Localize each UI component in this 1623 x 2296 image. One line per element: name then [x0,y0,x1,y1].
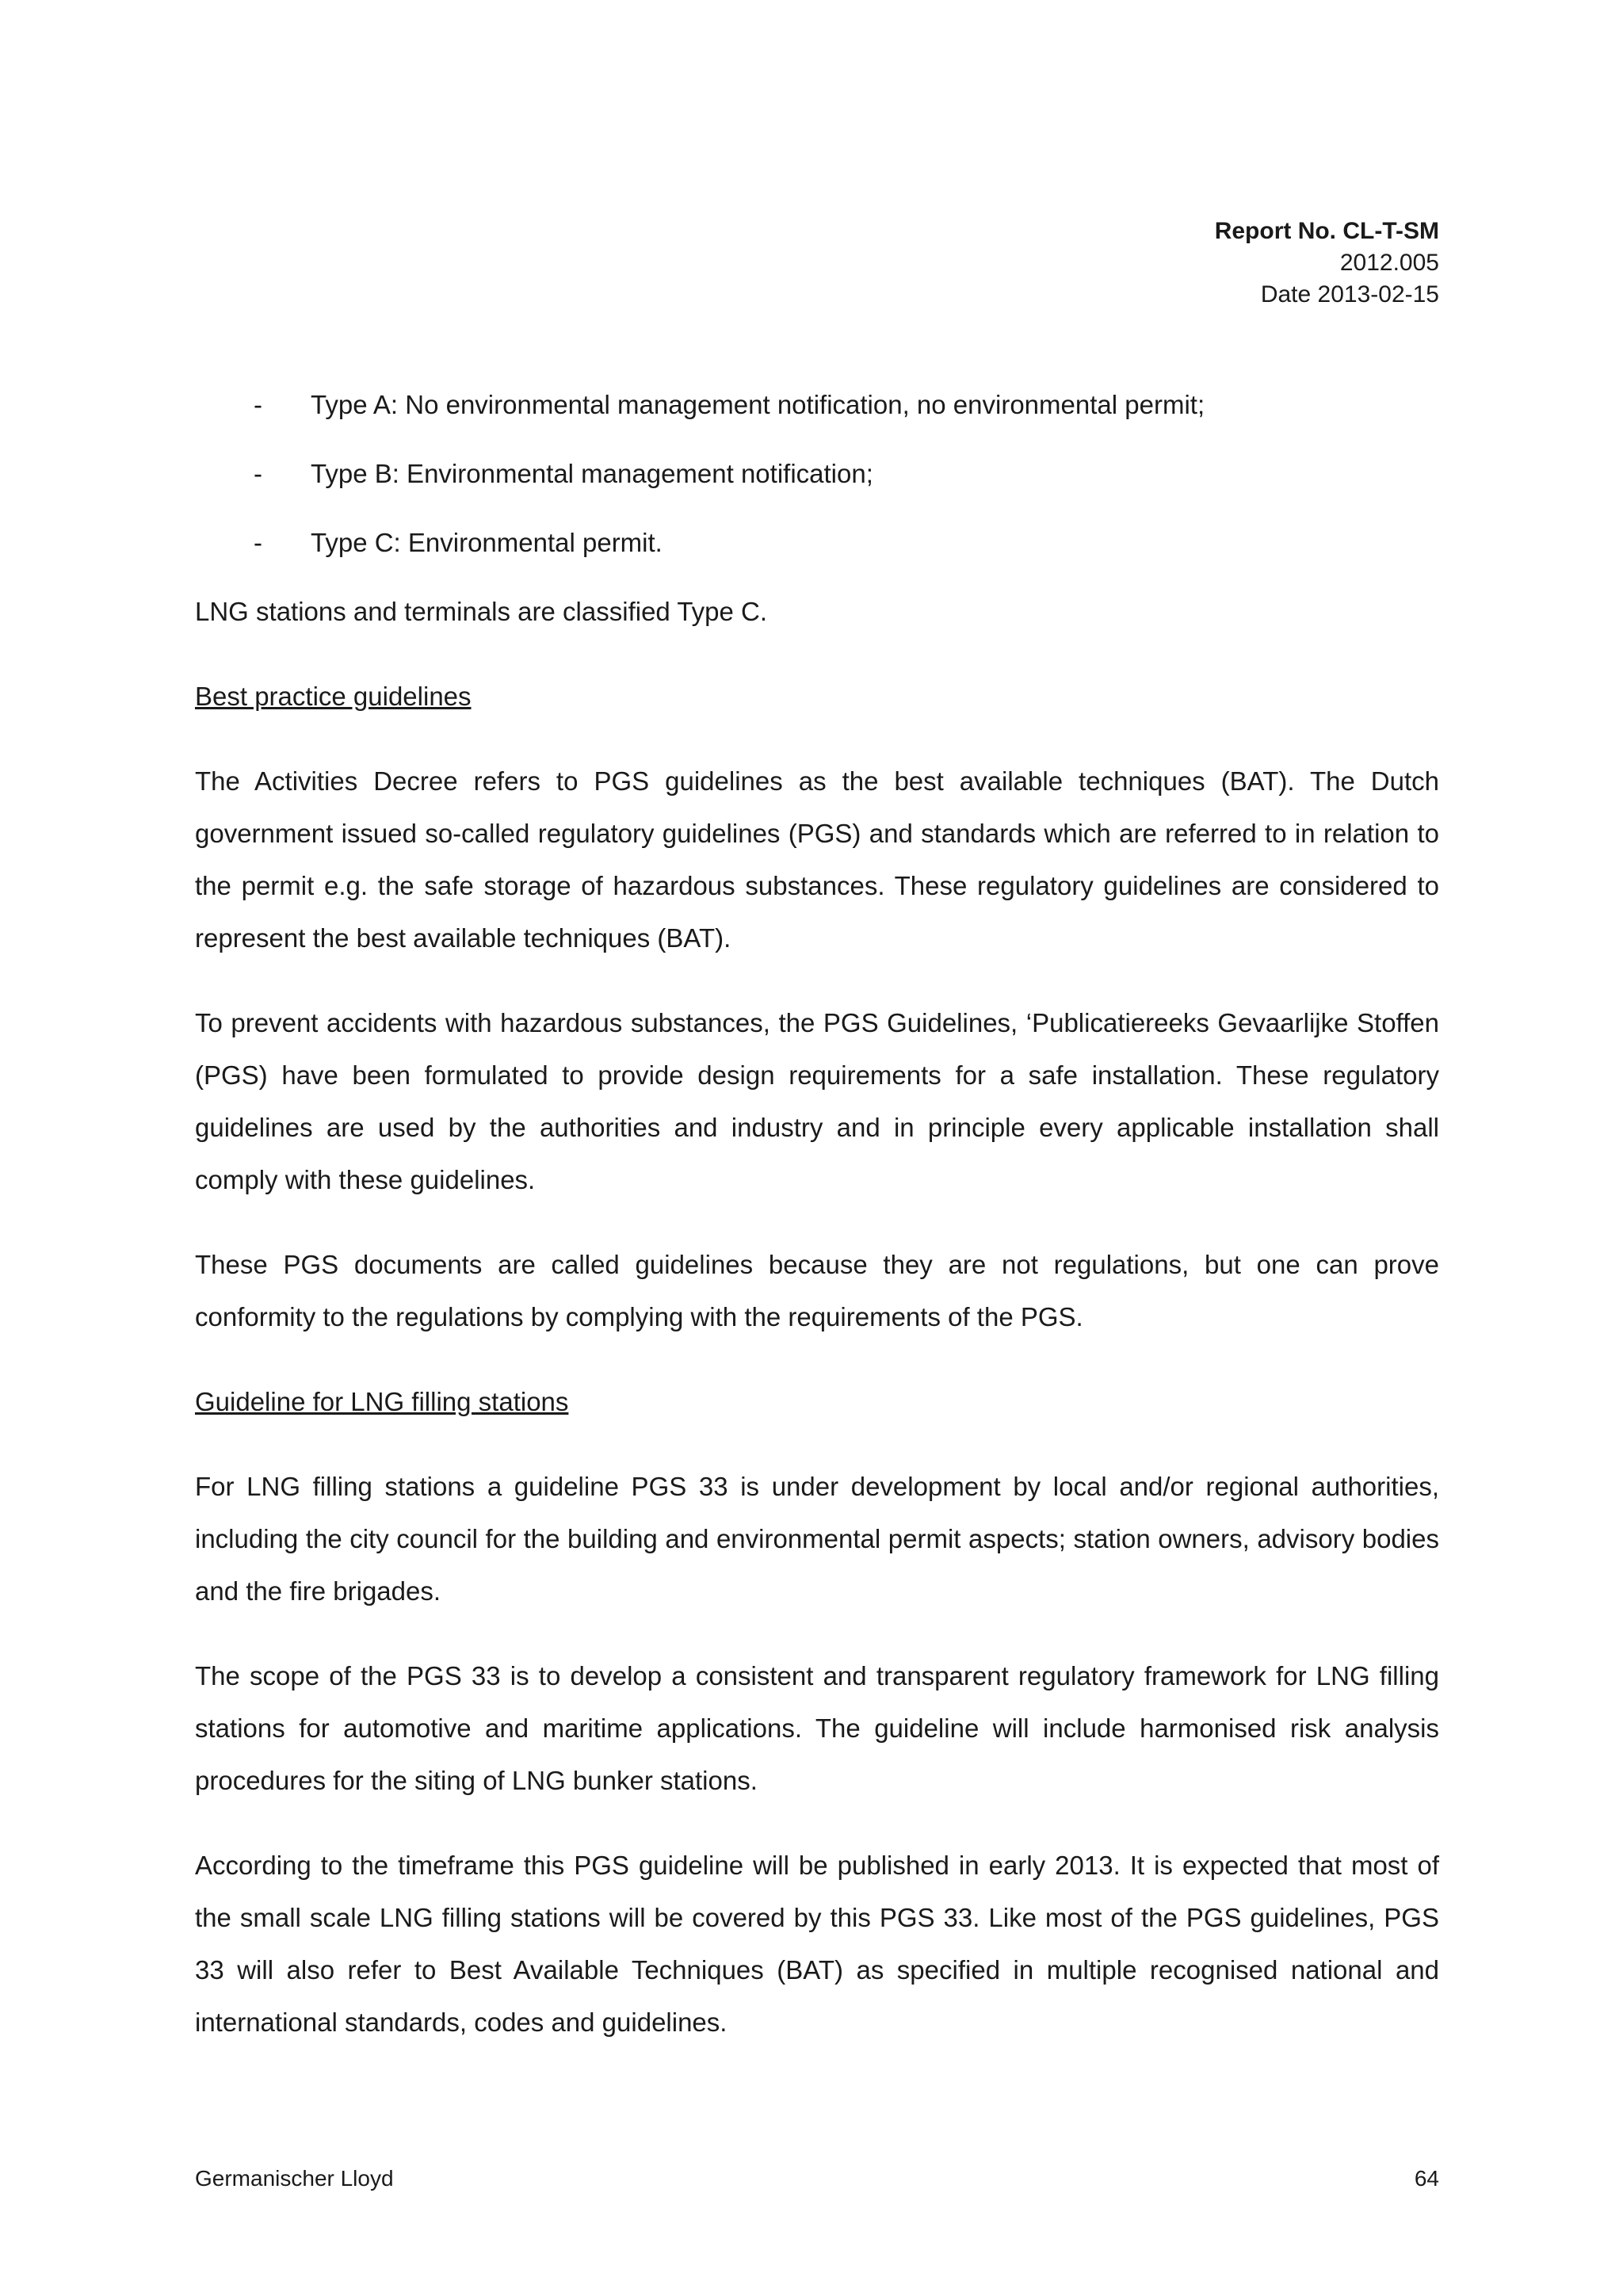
list-dash: - [254,459,262,488]
report-header [884,216,1439,311]
footer-company: Germanischer Lloyd [195,2166,394,2191]
list-dash: - [254,528,262,557]
paragraph-pgs33-scope: The scope of the PGS 33 is to develop a consistent and transparent regulatory framework for LNG filling stations for automotive and maritime applications. The guideline will include harmonised risk analysis procedures for the siting of LNG bunker stations. [195,1661,1439,1795]
list-item-text: Type C: Environmental permit. [311,528,663,557]
report-number-label: Report No. CL-T-SM [1214,218,1439,244]
paragraph-lng-classification: LNG stations and terminals are classified Type C. [195,597,768,626]
section-heading-lng-filling-stations: Guideline for LNG filling stations [195,1387,569,1416]
report-number-value: 2012.005 [1339,250,1439,276]
report-date: Date 2013-02-15 [1260,281,1439,308]
paragraph-prevent-accidents: To prevent accidents with hazardous substances, the PGS Guidelines, ‘Publicatiereeks Gevaarlijke Stoffen (PGS) have been formulated to provide design requirements for a safe installation. These regulatory guidelines are used by the authorities and industry and in principle every applicable installation shall comply with these guidelines. [195,1008,1439,1194]
list-item [195,448,1439,500]
list-item [195,517,1439,569]
list-item-text: Type B: Environmental management notification; [311,459,873,488]
paragraph-timeframe: According to the timeframe this PGS guideline will be published in early 2013. It is expected that most of the small scale LNG filling stations will be covered by this PGS 33. Like most of the PGS guidelines, PGS 33 will also refer to Best Available Techniques (BAT) as specified in multiple recognised national and international standards, codes and guidelines. [195,1851,1439,2037]
permit-type-list [195,379,1439,569]
paragraph-pgs-documents: These PGS documents are called guidelines because they are not regulations, but one can prove conformity to the regulations by complying with the requirements of the PGS. [195,1250,1439,1331]
page-footer [195,2164,1439,2193]
paragraph-activities-decree: The Activities Decree refers to PGS guidelines as the best available techniques (BAT). The Dutch government issued so-called regulatory guidelines (PGS) and standards which are referred to in relation to the permit e.g. the safe storage of hazardous substances. These regulatory guidelines are considered to represent the best available techniques (BAT). [195,766,1439,953]
page-body [195,379,1439,2081]
paragraph-pgs33-development: For LNG filling stations a guideline PGS 33 is under development by local and/or regional authorities, including the city council for the building and environmental permit aspects; station owners, advisory bodies and the fire brigades. [195,1472,1439,1606]
list-dash: - [254,390,262,419]
list-item [195,379,1439,431]
list-item-text: Type A: No environmental management notification, no environmental permit; [311,390,1205,419]
page-number: 64 [1414,2166,1439,2191]
section-heading-best-practice: Best practice guidelines [195,682,472,711]
